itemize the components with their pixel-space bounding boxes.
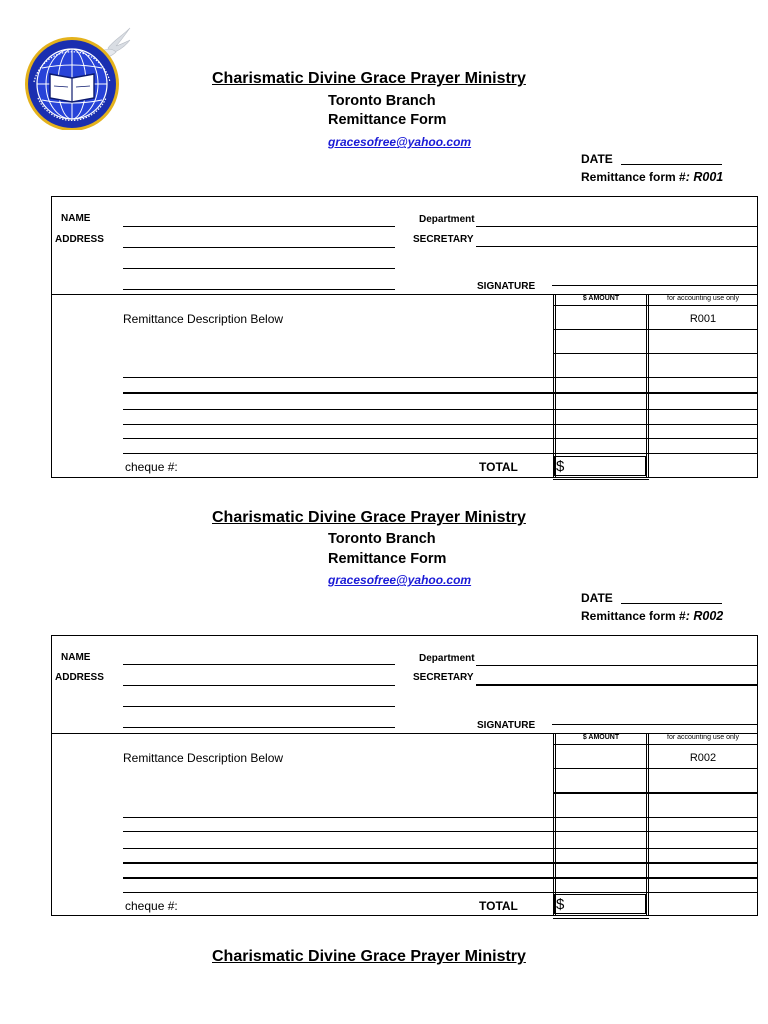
org-title: Charismatic Divine Grace Prayer Ministry [212, 70, 526, 87]
dollar-sign: $ [556, 458, 565, 475]
description-line[interactable] [123, 877, 758, 879]
date-field[interactable] [621, 164, 722, 165]
address-field[interactable] [123, 727, 395, 728]
description-line[interactable] [123, 392, 758, 394]
accounting-code: R001 [689, 313, 717, 325]
remittance-number: Remittance form #: R002 [581, 609, 724, 623]
total-label: TOTAL [479, 460, 518, 474]
address-field[interactable] [123, 289, 395, 290]
department-label: Department [419, 214, 475, 225]
address-field[interactable] [123, 268, 395, 269]
remittance-form-box [51, 635, 758, 917]
secretary-label: SECRETARY [413, 672, 474, 683]
amount-header: $ AMOUNT [582, 295, 620, 302]
branch-name: Toronto Branch [328, 93, 436, 109]
ministry-logo-icon [20, 26, 132, 130]
date-field[interactable] [621, 603, 722, 604]
address-field[interactable] [123, 247, 395, 248]
description-line[interactable] [123, 438, 758, 439]
date-label: DATE [581, 152, 613, 166]
accounting-header: for accounting use only [667, 295, 739, 302]
secretary-label: SECRETARY [413, 234, 474, 245]
address-label: ADDRESS [55, 234, 104, 245]
branch-name: Toronto Branch [328, 531, 436, 547]
signature-field[interactable] [552, 724, 758, 725]
cheque-label: cheque #: [125, 460, 178, 474]
description-line[interactable] [123, 453, 758, 454]
total-label: TOTAL [479, 899, 518, 913]
form-title: Remittance Form [328, 112, 447, 128]
accounting-header: for accounting use only [667, 734, 739, 741]
form-title: Remittance Form [328, 551, 447, 567]
description-line[interactable] [123, 848, 758, 849]
secretary-field[interactable] [476, 684, 758, 686]
open-book-icon [50, 74, 94, 102]
email-link[interactable]: gracesofree@yahoo.com [328, 573, 472, 587]
signature-field[interactable] [552, 285, 758, 286]
dollar-sign: $ [556, 896, 565, 913]
amount-header: $ AMOUNT [582, 734, 620, 741]
description-line[interactable] [123, 409, 758, 410]
remittance-number: Remittance form #: R001 [581, 170, 724, 184]
name-label: NAME [61, 652, 91, 663]
address-label: ADDRESS [55, 672, 104, 683]
signature-label: SIGNATURE [477, 720, 536, 731]
description-line[interactable] [123, 831, 758, 832]
total-amount-field[interactable] [554, 456, 646, 476]
department-field[interactable] [476, 665, 758, 666]
description-line[interactable] [123, 377, 758, 378]
name-label: NAME [61, 213, 91, 224]
description-line[interactable] [123, 424, 758, 425]
cheque-label: cheque #: [125, 899, 178, 913]
email-link[interactable]: gracesofree@yahoo.com [328, 135, 472, 149]
org-title: Charismatic Divine Grace Prayer Ministry [212, 509, 526, 526]
accounting-code: R002 [689, 752, 717, 764]
signature-label: SIGNATURE [477, 281, 536, 292]
name-field[interactable] [123, 226, 395, 227]
secretary-field[interactable] [476, 246, 758, 247]
department-field[interactable] [476, 226, 758, 227]
description-line[interactable] [123, 862, 758, 864]
name-field[interactable] [123, 664, 395, 665]
org-title: Charismatic Divine Grace Prayer Ministry [212, 948, 526, 965]
remittance-form-box [51, 196, 758, 478]
description-label: Remittance Description Below [123, 751, 284, 765]
description-label: Remittance Description Below [123, 312, 284, 326]
total-amount-field[interactable] [554, 894, 646, 914]
address-field[interactable] [123, 685, 395, 686]
description-line[interactable] [123, 892, 758, 893]
department-label: Department [419, 653, 475, 664]
address-field[interactable] [123, 706, 395, 707]
date-label: DATE [581, 591, 613, 605]
description-line[interactable] [123, 817, 758, 818]
